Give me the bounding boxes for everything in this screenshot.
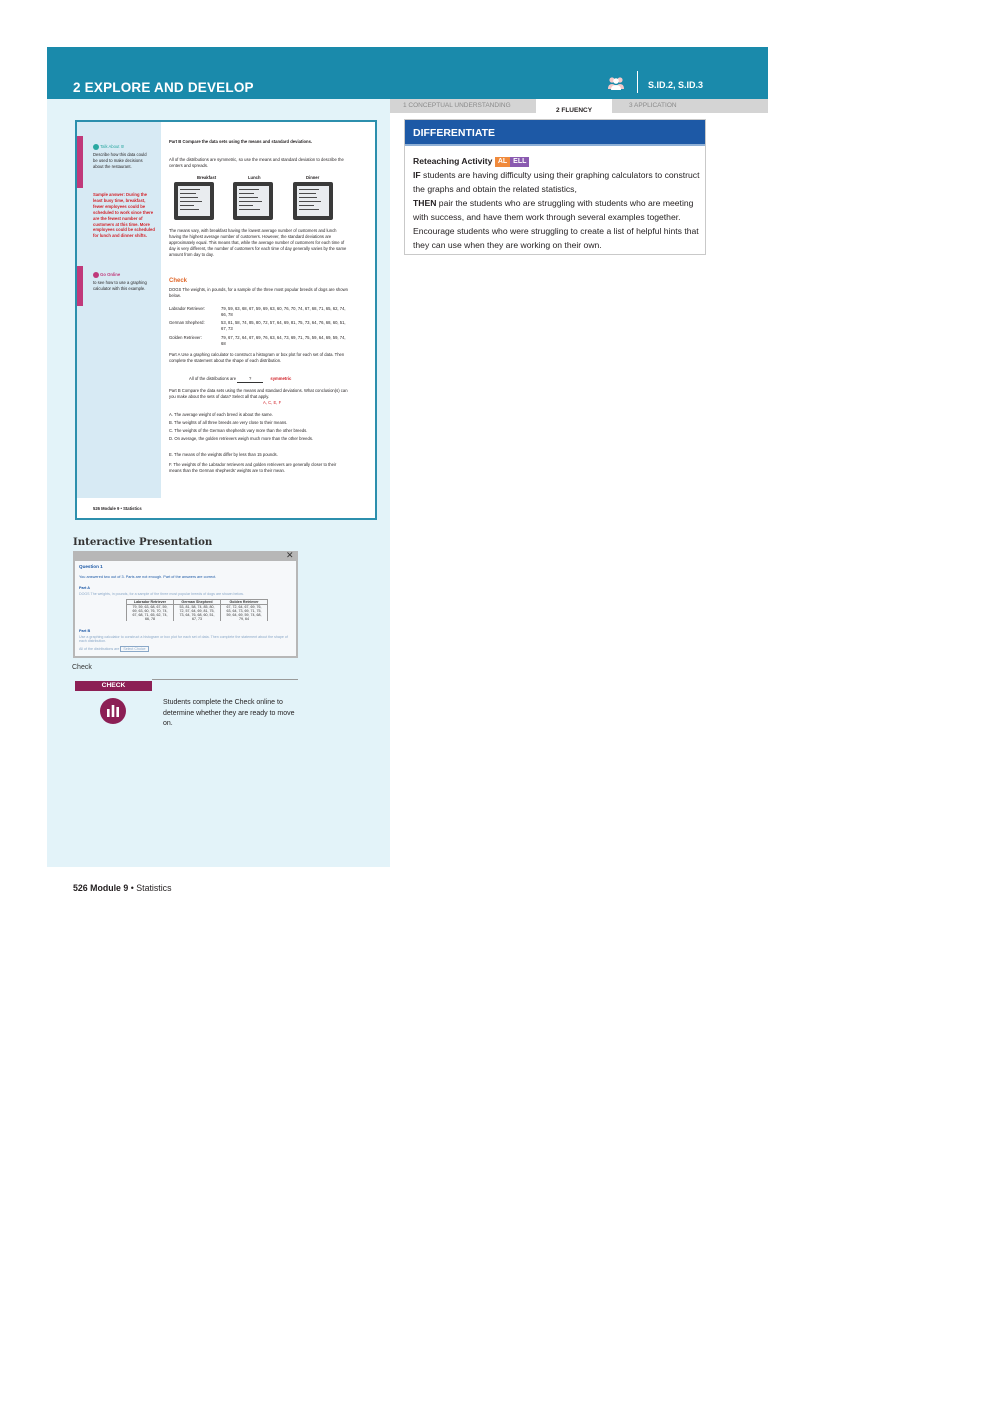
part-a-text: Part A Use a graphing calculator to construct a histogram or box plot for each set of data. Then complete the statement about the shape of each distribution. xyxy=(169,352,345,363)
screen-question: Question 1 xyxy=(79,564,103,569)
calculator-breakfast-image xyxy=(174,182,214,220)
table-cell: 59, 64, 69, 59, 74, 68, xyxy=(221,613,268,617)
calculator-lunch-image xyxy=(233,182,273,220)
dogs-intro: DOGS The weights, in pounds, for a sample of the three most popular breeds of dogs are shown below. xyxy=(169,287,348,298)
calc-label-lunch: Lunch xyxy=(248,175,261,180)
standards-label: S.ID.2, S.ID.3 xyxy=(648,80,704,90)
dog-weights-table xyxy=(126,599,268,621)
table-cell: 63, 64, 73, 69, 71, 75, xyxy=(221,609,268,613)
topic-label: Statistics xyxy=(136,883,172,893)
talk-prompt: Describe how this data could be used to make decisions about the restaurant. xyxy=(93,152,147,169)
interactive-presentation-title: Interactive Presentation xyxy=(73,536,213,548)
tab-fluency-label: 2 FLUENCY xyxy=(555,107,593,114)
if-text: students are having difficulty using their graphing calculators to construct the graphs and obtain the related statistics, xyxy=(413,170,700,194)
part-a-answer: symmetric xyxy=(270,376,292,381)
table-cell: 67, 73 xyxy=(174,617,221,621)
table-cell: 79, 64 xyxy=(221,617,268,621)
sidebar-accent xyxy=(77,136,83,188)
calc-label-dinner: Dinner xyxy=(306,175,320,180)
dog-row-values: 53, 81, 58, 74, 85, 80, 72, 57, 64, 69, 81, 75, 73, 64, 76, 68, 60, 51, 67, 73 xyxy=(221,320,346,331)
part-b-heading: Part B Compare the data sets using the means and standard deviations. xyxy=(169,139,313,144)
section-title: 2 EXPLORE AND DEVELOP xyxy=(73,80,254,95)
differentiate-heading: DIFFERENTIATE xyxy=(413,127,496,139)
table-cell: 53, 81, 58, 74, 85, 80, xyxy=(174,605,221,610)
check-description: Students complete the Check online to determine whether they are ready to move on. xyxy=(163,699,295,727)
option-f: F. The weights of the Labrador retrievers and golden retrievers are generally closer to their means than the German shepherds' weights are to their mean. xyxy=(169,462,337,473)
talk-heading: Talk About It! xyxy=(100,144,125,150)
student-page-sidebar xyxy=(77,122,161,498)
distribution-intro: All of the distributions are symmetric, so use the means and standard deviation to describe the centers and spreads. xyxy=(169,157,344,168)
dog-row-values: 79, 67, 72, 64, 67, 69, 76, 63, 64, 73, 69, 71, 75, 59, 64, 69, 59, 74, 68 xyxy=(221,335,346,346)
table-cell: 67, 72, 64, 67, 69, 76, xyxy=(221,605,268,610)
check-heading: Check xyxy=(169,278,188,284)
student-page-footer: 526 Module 9 • Statistics xyxy=(93,506,142,511)
then-text: pair the students who are struggling with students who are meeting with success, and have them work through several examples together. Encourage students who were struggling to create a list of helpful hints that they can use when they are working on their own. xyxy=(413,198,699,250)
tab-bar xyxy=(390,99,768,113)
student-page-thumbnail xyxy=(75,120,377,520)
presentation-caption: Check xyxy=(72,664,92,671)
option-a: A. The average weight of each breed is about the same. xyxy=(169,412,273,417)
table-header: Labrador Retriever xyxy=(127,600,174,605)
table-cell: 79, 59, 63, 68, 67, 59, xyxy=(127,605,174,610)
table-header: German Shepherd xyxy=(174,600,221,605)
talk-icon xyxy=(93,144,99,150)
check-tab: CHECK xyxy=(75,681,152,691)
header-divider xyxy=(637,71,638,93)
page-footer xyxy=(73,883,171,893)
presentation-screen[interactable] xyxy=(75,561,296,656)
if-label: IF xyxy=(413,170,421,180)
tab-fluency[interactable] xyxy=(536,99,612,113)
screen-part-b: Part B xyxy=(79,629,91,633)
group-icon xyxy=(607,76,625,90)
screen-fill: All of the distributions are xyxy=(79,647,120,651)
bar-chart-icon xyxy=(100,698,126,724)
interactive-presentation-frame xyxy=(73,551,298,658)
dog-row-label: Labrador Retriever: xyxy=(169,306,206,311)
go-online-heading: Go Online xyxy=(100,272,121,278)
calculator-dinner-image xyxy=(293,182,333,220)
table-cell: 69, 63, 60, 76, 70, 74, xyxy=(127,609,174,613)
sample-answer: Sample answer: During the least busy time, breakfast, fewer employees could be scheduled to work since there are the fewest number of customers at this time. More employees could be scheduled for lunch and dinner shifts. xyxy=(93,192,155,239)
al-badge: AL xyxy=(495,157,510,167)
part-b2-text: Part B Compare the data sets using the means and standard deviations. What conclusion(s) can you make about the sets of data? Select all that apply. xyxy=(169,388,348,399)
select-choice-dropdown[interactable]: Select Choice xyxy=(120,646,148,652)
table-header: Golden Retriever xyxy=(221,600,268,605)
tab-conceptual-understanding[interactable]: 1 CONCEPTUAL UNDERSTANDING xyxy=(403,102,511,109)
go-online-text: to see how to use a graphing calculator with this example. xyxy=(93,280,147,291)
differentiate-box xyxy=(404,119,706,255)
table-cell: 72, 57, 64, 69, 81, 75, xyxy=(174,609,221,613)
screen-part-a: Part A xyxy=(79,586,91,590)
sidebar-accent xyxy=(77,266,83,306)
analysis-text: The means vary, with breakfast having the lowest average number of customers and lunch having the highest average number of customers. However, the standard deviations are approximately equal. This means that, while the average number of customers for each time of day is very different, the number of customers for each time of day generally varies by the same amount from day to day. xyxy=(169,228,347,257)
screen-part-b-text: Use a graphing calculator to construct a histogram or box plot for each set of data. Then complete the statement about the shape of each distribution. xyxy=(79,635,288,643)
calc-label-breakfast: Breakfast xyxy=(197,175,217,180)
differentiate-header xyxy=(405,120,705,146)
screen-line: You answered two out of 3. Parts are not enough. Part of the answers are correct. xyxy=(79,575,217,579)
dog-row-values: 79, 59, 63, 68, 67, 59, 69, 63, 60, 76, 70, 74, 67, 68, 71, 65, 62, 74, 66, 78 xyxy=(221,306,346,317)
option-e: E. The means of the weights differ by less than 15 pounds. xyxy=(169,452,278,457)
option-b: B. The weights of all three breeds are very close to their means. xyxy=(169,420,288,425)
part-a-fill: All of the distributions are xyxy=(189,376,237,381)
dog-row-label: German Shepherd: xyxy=(169,320,205,325)
option-c: C. The weights of the German shepherds vary more than the other breeds. xyxy=(169,428,308,433)
module-label: Module 9 xyxy=(90,883,129,893)
table-cell: 66, 78 xyxy=(127,617,174,621)
table-row xyxy=(127,617,268,621)
then-label: THEN xyxy=(413,198,437,208)
tab-application[interactable]: 3 APPLICATION xyxy=(629,102,677,109)
close-icon[interactable]: ✕ xyxy=(286,550,294,560)
screen-prompt: DOGS The weights, in pounds, for a sample of the three most popular breeds of dogs are shown below. xyxy=(79,592,244,596)
table-cell: 73, 64, 76, 68, 60, 51, xyxy=(174,613,221,617)
part-b2-answer: A, C, E, F xyxy=(263,400,282,405)
footer-separator: • xyxy=(130,883,134,893)
section-header xyxy=(47,47,768,99)
option-d: D. On average, the golden retrievers weigh much more than the other breeds. xyxy=(169,436,314,441)
ell-badge: ELL xyxy=(510,157,529,167)
part-a-blank: ? xyxy=(237,376,263,383)
table-cell: 67, 68, 71, 65, 62, 74, xyxy=(127,613,174,617)
computer-icon xyxy=(93,272,99,278)
dog-row-label: Golden Retriever: xyxy=(169,335,202,340)
activity-title: Reteaching Activity xyxy=(413,156,493,166)
page-number: 526 xyxy=(73,883,88,893)
check-divider xyxy=(152,679,298,680)
